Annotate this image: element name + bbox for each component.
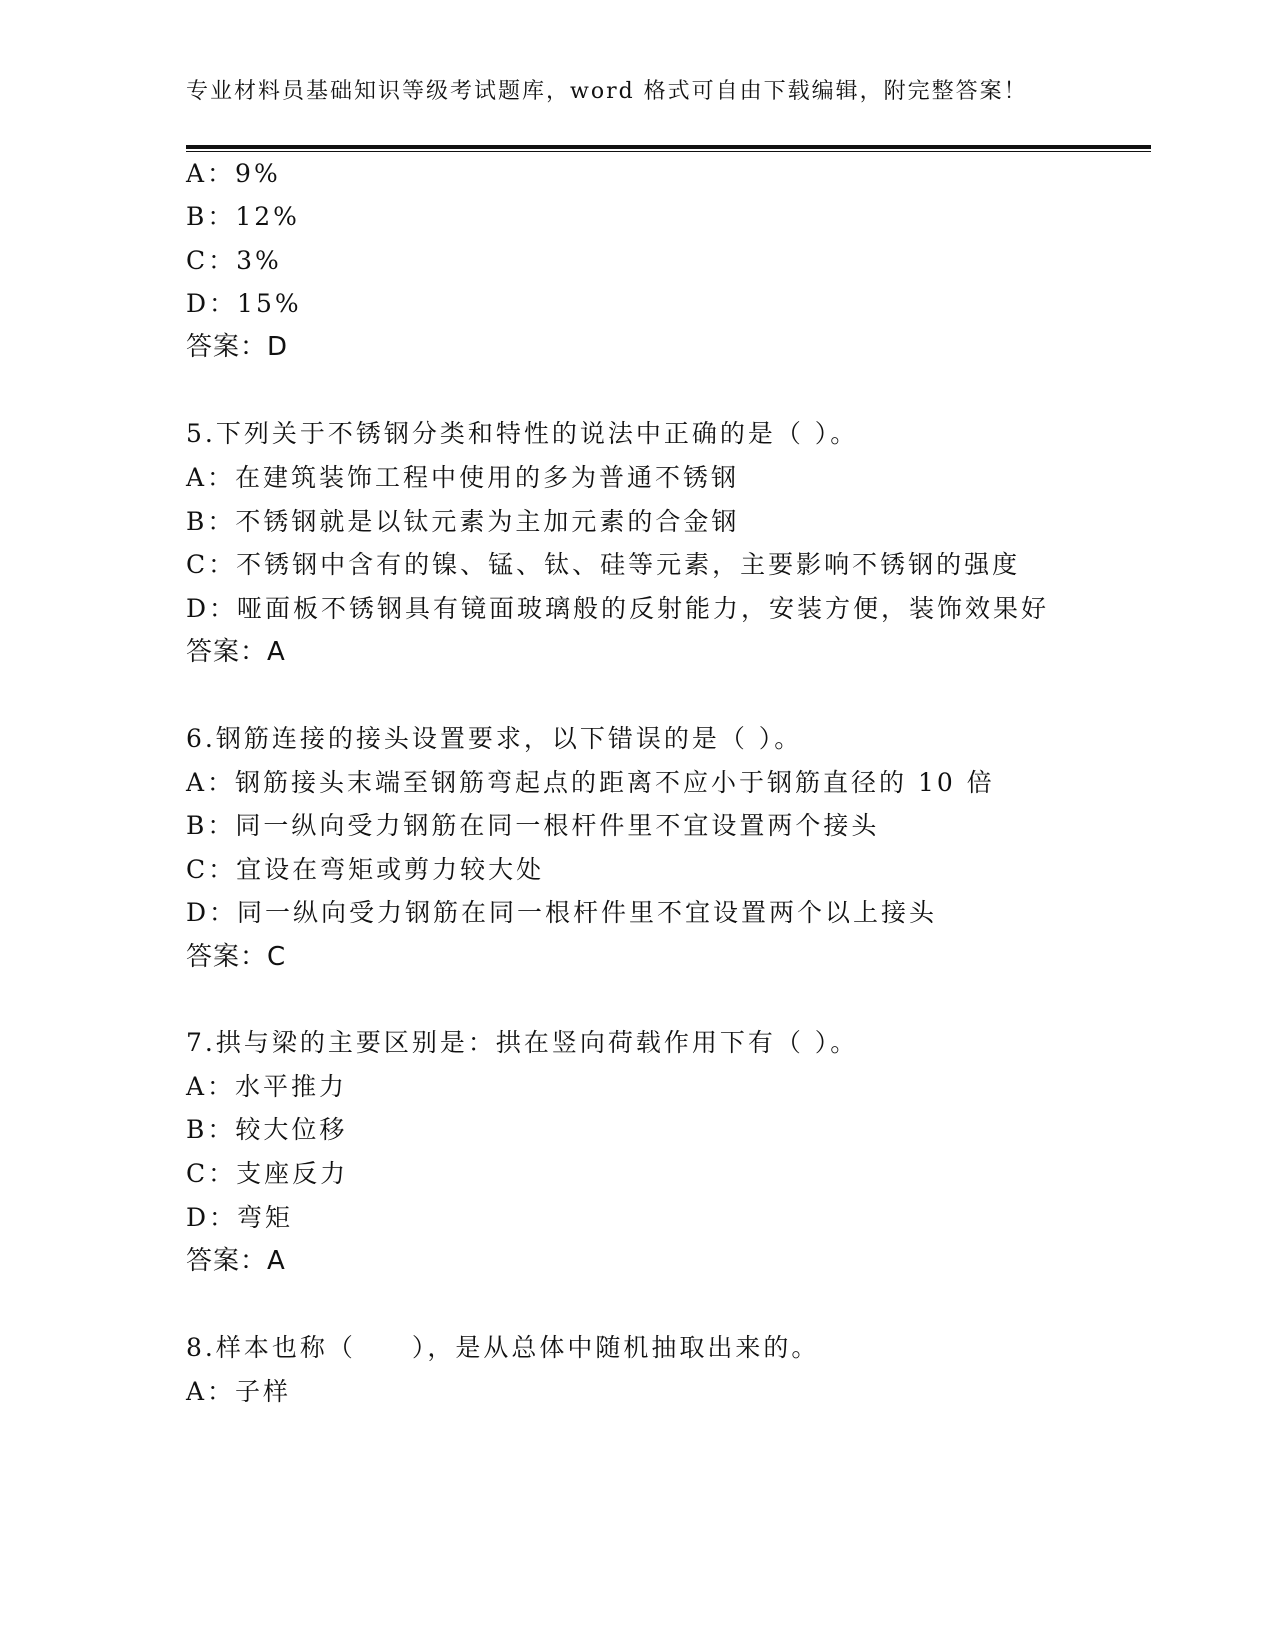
q7-option-a: A：水平推力 <box>186 1072 348 1101</box>
q5-question: 5.下列关于不锈钢分类和特性的说法中正确的是（ ）。 <box>186 419 859 448</box>
q5-option-a: A：在建筑装饰工程中使用的多为普通不锈钢 <box>186 463 740 492</box>
q6-option-d: D：同一纵向受力钢筋在同一根杆件里不宜设置两个以上接头 <box>186 898 938 927</box>
q5-answer: 答案：A <box>186 637 286 667</box>
q6-option-b: B：同一纵向受力钢筋在同一根杆件里不宜设置两个接头 <box>186 811 880 840</box>
q6-question: 6.钢筋连接的接头设置要求，以下错误的是（ ）。 <box>186 724 803 753</box>
q7-option-b: B：较大位移 <box>186 1115 348 1144</box>
q7-question: 7.拱与梁的主要区别是：拱在竖向荷载作用下有（ ）。 <box>186 1028 859 1057</box>
q8-option-a: A：子样 <box>186 1377 292 1406</box>
page-header: 专业材料员基础知识等级考试题库，word 格式可自由下载编辑，附完整答案！ <box>186 79 1028 104</box>
q4-option-a: A：9% <box>186 159 281 188</box>
q5-option-c: C：不锈钢中含有的镍、锰、钛、硅等元素，主要影响不锈钢的强度 <box>186 550 1021 579</box>
q6-option-c: C：宜设在弯矩或剪力较大处 <box>186 855 545 884</box>
header-rule-thick <box>186 145 1151 149</box>
q7-option-c: C：支座反力 <box>186 1159 349 1188</box>
q6-option-a: A：钢筋接头末端至钢筋弯起点的距离不应小于钢筋直径的 10 倍 <box>186 768 995 797</box>
q7-answer: 答案：A <box>186 1246 286 1276</box>
q4-option-c: C：3% <box>186 246 282 275</box>
q4-answer: 答案：D <box>186 332 289 362</box>
q6-answer: 答案：C <box>186 942 287 972</box>
q8-question: 8.样本也称（ ），是从总体中随机抽取出来的。 <box>186 1333 820 1362</box>
q4-option-b: B：12% <box>186 202 300 231</box>
q5-option-d: D：哑面板不锈钢具有镜面玻璃般的反射能力，安装方便，装饰效果好 <box>186 594 1050 623</box>
q7-option-d: D：弯矩 <box>186 1203 294 1232</box>
header-rule-thin <box>186 151 1151 152</box>
q5-option-b: B：不锈钢就是以钛元素为主加元素的合金钢 <box>186 507 740 536</box>
q4-option-d: D：15% <box>186 289 302 318</box>
